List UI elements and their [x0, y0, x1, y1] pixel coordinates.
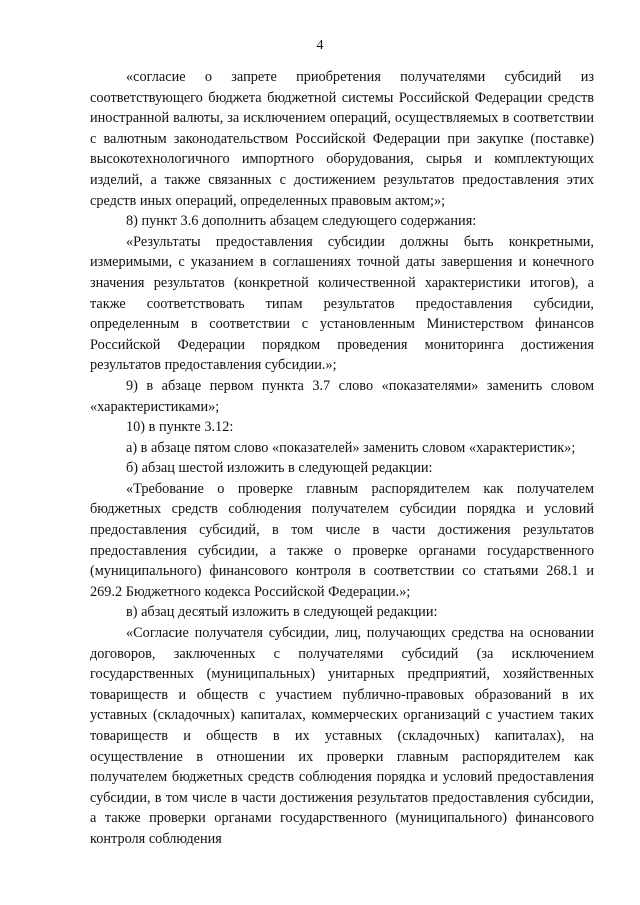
- paragraph-item-8: 8) пункт 3.6 дополнить абзацем следующего содержания:: [126, 213, 477, 230]
- paragraph-item-10c: в) абзац десятый изложить в следующей редакции:: [126, 604, 438, 621]
- paragraph-foreign-currency-consent: «согласие о запрете приобретения получателями субсидий из соответствующего бюджета бюджетной системы Российской Федерации средств иностранной валюты, за исключением операций, осуществляемых в соответствии с валютным законодательством Российской Федерации при закупке (поставке) высокотехнологичного импортного оборудования, сырья и комплектующих изделий, а также связанных с достижением результатов предоставления этих средств иных операций, определенных правовым актом;»;: [90, 69, 594, 209]
- page-number: 4: [316, 38, 324, 53]
- paragraph-subsidy-results: «Результаты предоставления субсидии должны быть конкретными, измеримыми, с указанием в соглашениях точной даты завершения и конечного значения результатов (конкретной количественной характеристики итогов), а также соответствовать типам результатов предоставления субсидии, определенным в соответствии с установленным Министерством финансов Российской Федерации порядком проведения мониторинга достижения результатов предоставления субсидии.»;: [90, 233, 594, 374]
- paragraph-item-9: 9) в абзаце первом пункта 3.7 слово «показателями» заменить словом «характеристиками»;: [90, 377, 594, 415]
- paragraph-item-10a: а) в абзаце пятом слово «показателей» заменить словом «характеристик»;: [126, 439, 576, 456]
- paragraph-verification-requirement: «Требование о проверке главным распорядителем как получателем бюджетных средств соблюдения получателем субсидии порядка и условий предоставления субсидий, в том числе в части достижения результатов предоставления субсидии, а также о проверке органами государственного (муниципального) финансового контроля в соответствии со статьями 268.1 и 269.2 Бюджетного кодекса Российской Федерации.»;: [90, 480, 594, 600]
- paragraph-item-10: 10) в пункте 3.12:: [126, 419, 234, 436]
- paragraph-item-10b: б) абзац шестой изложить в следующей редакции:: [126, 460, 433, 477]
- paragraph-recipient-consent: «Согласие получателя субсидии, лиц, получающих средства на основании договоров, заключенных с получателями субсидий (за исключением государственных (муниципальных) унитарных предприятий, хозяйственных товариществ и обществ с участием публично-правовых образований в их уставных (складочных) капиталах, коммерческих организаций с участием таких товариществ и обществ в их уставных (складочных) капиталах), на осуществление в отношении их проверки главным распорядителем как получателем бюджетных средств соблюдения порядка и условий предоставления субсидии, в том числе в части достижения результатов предоставления субсидии, а также проверки органами государственного (муниципального) финансового контроля соблюдения: [90, 625, 594, 847]
- document-body: [90, 67, 594, 850]
